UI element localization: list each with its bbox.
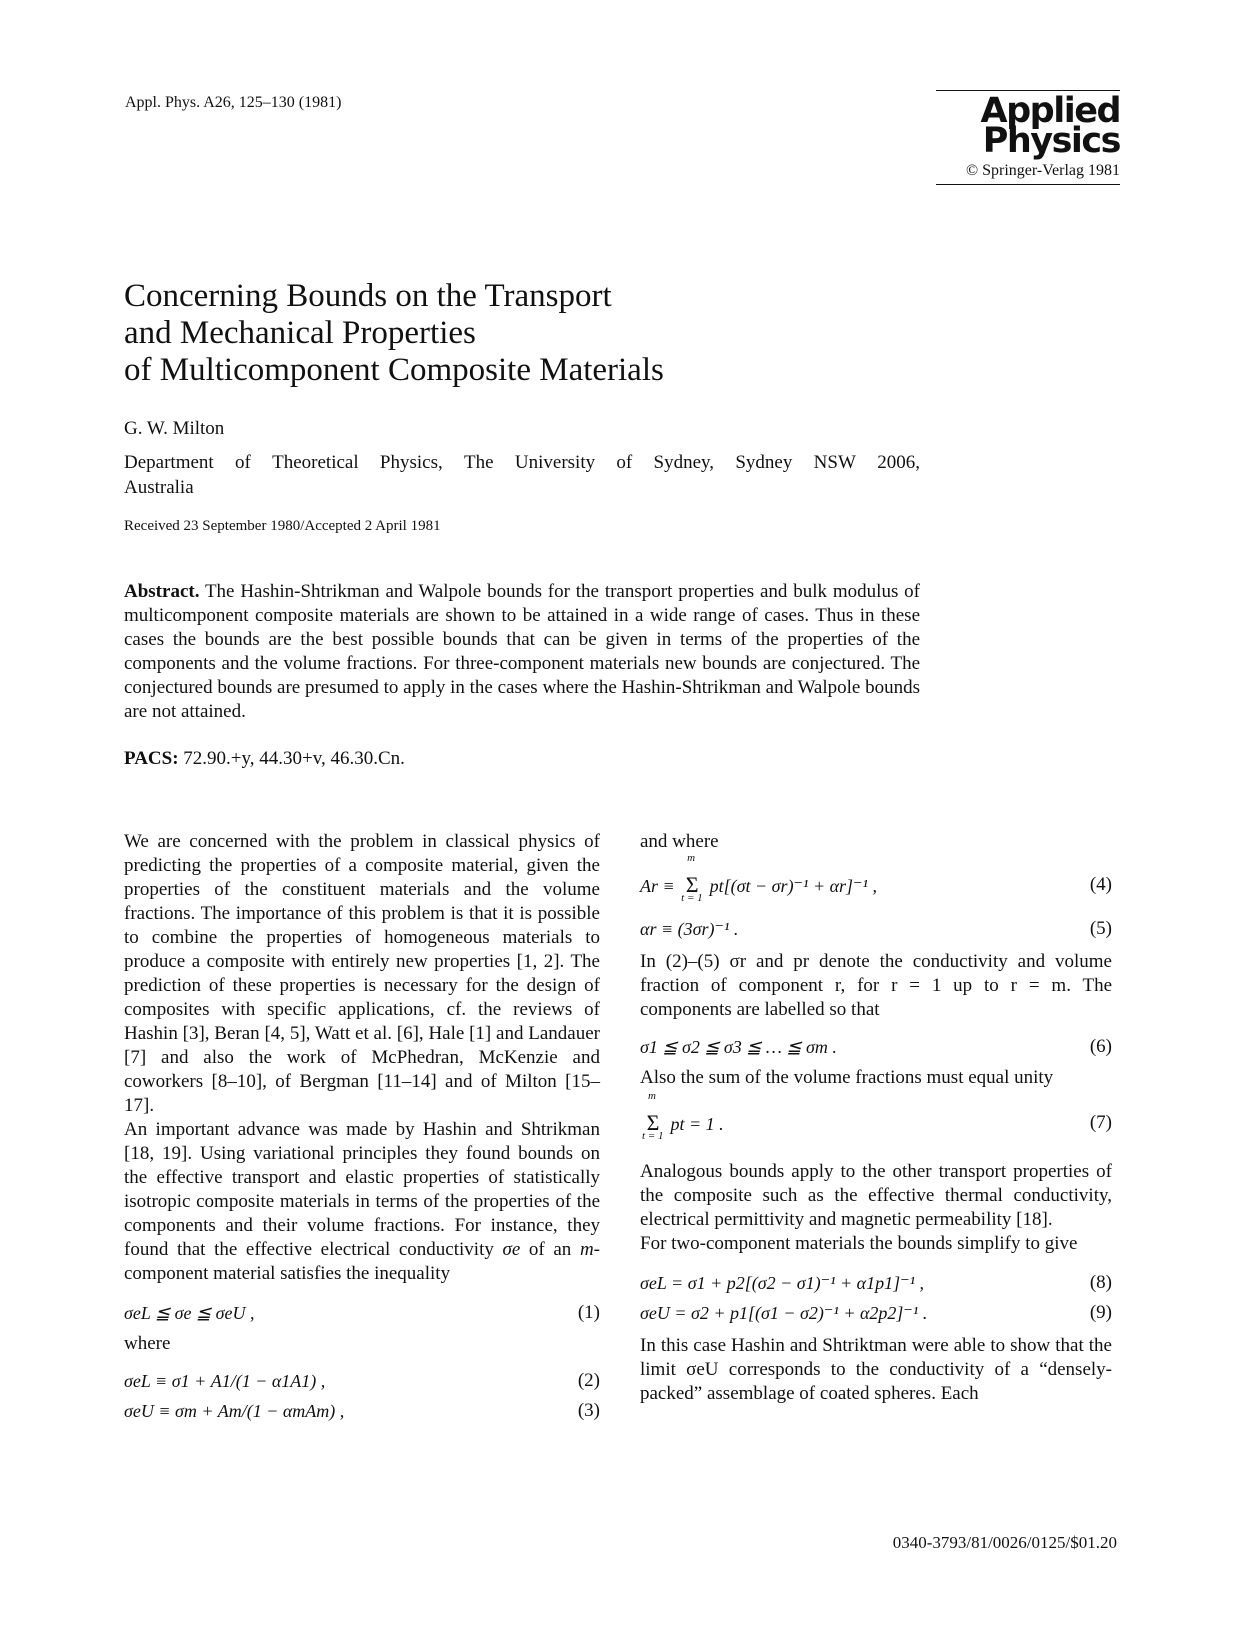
equation-number: (3) xyxy=(577,1400,600,1421)
p2-start: An important advance was made by Hashin and Shtrikman [18, 19]. Using variational principles they found bounds on the effective transport and elastic properties of statistically isotropic composite materials in terms of the properties of the components and their volume fractions. For instance, they found that the effective electrical conductivity xyxy=(124,1119,600,1260)
abstract-label: Abstract. xyxy=(124,581,200,602)
author-name: G. W. Milton xyxy=(124,418,225,439)
article-title xyxy=(124,278,884,389)
equation-4 xyxy=(640,852,1112,904)
summation-sign: Σ m t = 1 xyxy=(681,852,703,904)
affiliation-word: of xyxy=(616,452,633,473)
affiliation-word: of xyxy=(234,452,251,473)
equation-body: αr ≡ (3σr)⁻¹ . xyxy=(640,919,739,939)
title-line: of Multicomponent Composite Materials xyxy=(124,352,664,388)
affiliation-word: The xyxy=(464,452,494,473)
equation-body xyxy=(640,1090,724,1142)
eq4-lhs: Ar ≡ xyxy=(640,876,680,896)
logo-word-physics: Physics xyxy=(982,121,1120,161)
pacs-codes xyxy=(124,748,405,770)
affiliation-word: 2006, xyxy=(877,452,920,473)
equation-body: σeU = σ2 + p1[(σ1 − σ2)⁻¹ + α2p2]⁻¹ . xyxy=(640,1303,928,1323)
affiliation-line-1 xyxy=(124,450,920,475)
equation-7 xyxy=(640,1090,1112,1142)
paragraph-hashin-shtrikman xyxy=(124,1118,600,1286)
sum-lower-limit: t = 1 xyxy=(681,892,703,904)
eq4-rhs: pt[(σt − σr)⁻¹ + αr]⁻¹ , xyxy=(705,876,877,896)
equation-6 xyxy=(640,1032,1112,1062)
eq7-rhs: pt = 1 . xyxy=(666,1114,724,1134)
equation-number: (4) xyxy=(1089,874,1112,895)
equation-body: σeU ≡ σm + Am/(1 − αmAm) , xyxy=(124,1401,345,1421)
sum-upper-limit: m xyxy=(687,852,696,864)
logo-word-applied: Applied xyxy=(980,91,1120,131)
paragraph-two-component: For two-component materials the bounds simplify to give xyxy=(640,1233,1078,1254)
affiliation-word: Sydney xyxy=(735,452,793,473)
equation-number: (6) xyxy=(1089,1036,1112,1057)
equation-number: (5) xyxy=(1089,918,1112,939)
equation-2 xyxy=(124,1366,600,1396)
paragraph-definitions: In (2)–(5) σr and pr denote the conductivity and volume fraction of component r, for r = 1 up to r = m. The components are labelled so that xyxy=(640,951,1112,1020)
equation-5 xyxy=(640,914,1112,944)
journal-logo xyxy=(936,90,1120,185)
symbol-m: m xyxy=(579,1239,594,1260)
equation-9 xyxy=(640,1298,1112,1328)
logo-bottom-rule xyxy=(936,184,1120,185)
paragraph-coated-spheres: In this case Hashin and Shtriktman were able to show that the limit σeU corresponds to the conductivity of a “densely-packed” assemblage of coated spheres. Each xyxy=(640,1335,1112,1404)
paragraph-volume-sum: Also the sum of the volume fractions must equal unity xyxy=(640,1067,1054,1088)
logo-wordmark xyxy=(936,91,1120,161)
affiliation-line-2: Australia xyxy=(124,477,194,498)
equation-number: (9) xyxy=(1089,1302,1112,1323)
text-and-where: and where xyxy=(640,831,719,852)
journal-citation: Appl. Phys. A26, 125–130 (1981) xyxy=(125,94,342,111)
title-line: and Mechanical Properties xyxy=(124,315,476,351)
pacs-label: PACS: xyxy=(124,748,179,769)
equation-number: (7) xyxy=(1089,1112,1112,1133)
affiliation-word: Physics, xyxy=(379,452,443,473)
equation-body: σ1 ≦ σ2 ≦ σ3 ≦ … ≦ σm . xyxy=(640,1037,837,1057)
summation-sign: Σ m t = 1 xyxy=(642,1090,664,1142)
affiliation-word: University xyxy=(514,452,596,473)
copyright-notice: © Springer-Verlag 1981 xyxy=(965,162,1120,179)
abstract-text: The Hashin-Shtrikman and Walpole bounds for the transport properties and bulk modulus of multicomponent composite materials are shown to be attained in a wide range of cases. Thus in these cases the bounds are the best possible bounds that can be given in terms of the properties of the components and the volume fractions. For three-component materials new bounds are conjectured. The conjectured bounds are presumed to apply in the cases where the Hashin-Shtrikman and Walpole bounds are not attained. xyxy=(124,581,920,722)
right-column xyxy=(640,830,1112,1406)
equation-body: σeL ≦ σe ≦ σeU , xyxy=(124,1303,255,1323)
equation-body xyxy=(640,852,877,904)
equation-8 xyxy=(640,1268,1112,1298)
affiliation-word: Sydney, xyxy=(653,452,715,473)
equation-number: (8) xyxy=(1089,1272,1112,1293)
p2-mid: of an xyxy=(520,1239,580,1260)
p2-end: -component material satisfies the inequality xyxy=(124,1239,600,1284)
equation-3 xyxy=(124,1396,600,1426)
affiliation-word: NSW xyxy=(813,452,856,473)
equation-1 xyxy=(124,1298,600,1328)
affiliation xyxy=(124,450,920,500)
symbol-sigma-e: σe xyxy=(502,1239,521,1260)
footer-code: 0340-3793/81/0026/0125/$01.20 xyxy=(892,1533,1117,1552)
left-column xyxy=(124,830,600,1426)
equation-body: σeL ≡ σ1 + A1/(1 − α1A1) , xyxy=(124,1371,326,1391)
sum-lower-limit: t = 1 xyxy=(642,1130,664,1142)
text-where: where xyxy=(124,1333,171,1354)
affiliation-word: Department xyxy=(124,452,214,473)
abstract xyxy=(124,580,920,724)
title-line: Concerning Bounds on the Transport xyxy=(124,278,612,314)
affiliation-word: Theoretical xyxy=(272,452,359,473)
received-dates: Received 23 September 1980/Accepted 2 April 1981 xyxy=(124,518,441,534)
equation-number: (2) xyxy=(577,1370,600,1391)
equation-number: (1) xyxy=(577,1302,600,1323)
pacs-text: 72.90.+y, 44.30+v, 46.30.Cn. xyxy=(183,748,405,769)
sum-upper-limit: m xyxy=(648,1090,656,1102)
paragraph-intro: We are concerned with the problem in classical physics of predicting the properties of a composite material, given the properties of the constituent materials and the volume fractions. The importance of this problem is that it is possible to combine the properties of homogeneous materials to produce a composite with entirely new properties [1, 2]. The prediction of these properties is necessary for the design of composites with specific applications, cf. the reviews of Hashin [3], Beran [4, 5], Watt et al. [6], Hale [1] and Landauer [7] and also the work of McPhedran, McKenzie and coworkers [8–10], of Bergman [11–14] and of Milton [15–17]. xyxy=(124,831,600,1116)
equation-body: σeL = σ1 + p2[(σ2 − σ1)⁻¹ + α1p1]⁻¹ , xyxy=(640,1273,925,1293)
paragraph-analogous-bounds: Analogous bounds apply to the other transport properties of the composite such as the effective thermal conductivity, electrical permittivity and magnetic permeability [18]. xyxy=(640,1161,1112,1230)
